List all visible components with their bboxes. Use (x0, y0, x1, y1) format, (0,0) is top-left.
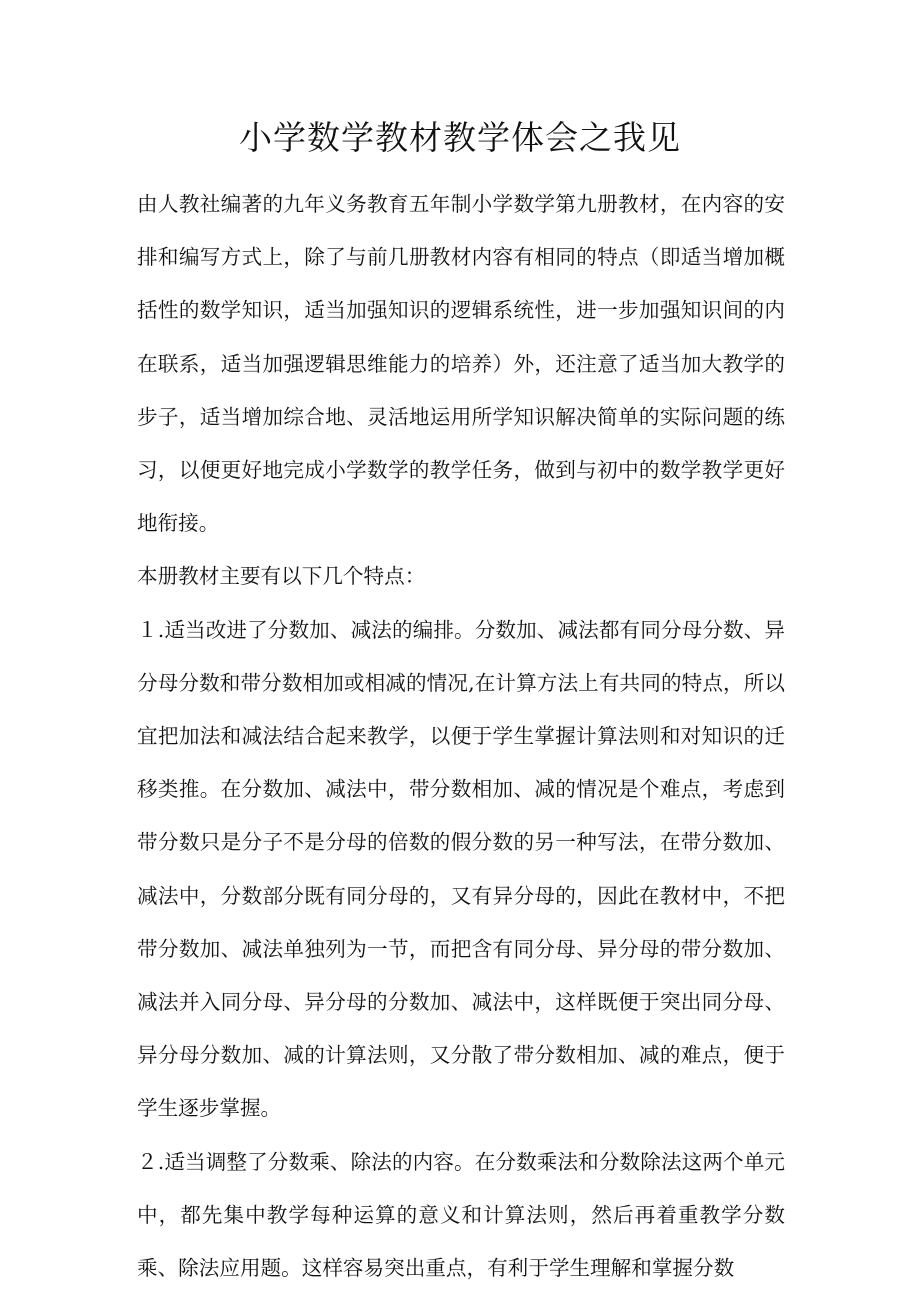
document-title: 小学数学教材教学体会之我见 (239, 118, 681, 157)
document-body (137, 178, 785, 1295)
intro-paragraph: 由人教社编著的九年义务教育五年制小学数学第九册教材，在内容的安排和编写方式上，除了与前几册教材内容有相同的特点（即适当增加概括性的数学知识，适当加强知识的逻辑系统性，进一步加强知识间的内在联系，适当加强逻辑思维能力的培养）外，还注意了适当加大教学的步子，适当增加综合地、灵活地运用所学知识解决简单的实际问题的练习，以便更好地完成小学数学的教学任务，做到与初中的数学教学更好地衔接。 (137, 192, 785, 536)
feature-2-paragraph: ２.适当调整了分数乘、除法的内容。在分数乘法和分数除法这两个单元中，都先集中教学每种运算的意义和计算法则，然后再着重教学分数乘、除法应用题。这样容易突出重点，有利于学生理解和掌握分数 (137, 1149, 785, 1281)
feature-1-paragraph: １.适当改进了分数加、减法的编排。分数加、减法都有同分母分数、异分母分数和带分数相加或相减的情况,在计算方法上有共同的特点，所以宜把加法和减法结合起来教学，以便于学生掌握计算法则和对知识的迁移类推。在分数加、减法中，带分数相加、减的情况是个难点，考虑到带分数只是分子不是分母的倍数的假分数的另一种写法，在带分数加、减法中，分数部分既有同分母的，又有异分母的，因此在教材中，不把带分数加、减法单独列为一节，而把含有同分母、异分母的带分数加、减法并入同分母、异分母的分数加、减法中，这样既便于突出同分母、异分母分数加、减的计算法则，又分散了带分数相加、减的难点，便于学生逐步掌握。 (137, 617, 785, 1121)
features-heading-paragraph: 本册教材主要有以下几个特点： (137, 564, 426, 589)
